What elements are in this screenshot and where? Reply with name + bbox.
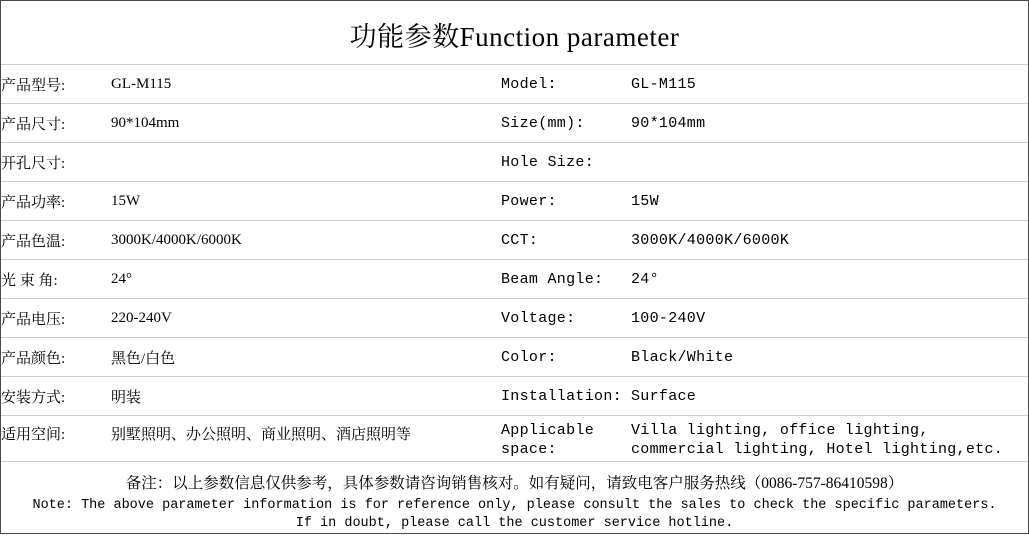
row-value-en: Villa lighting, office lighting, commercial lighting, Hotel lighting,etc. <box>631 422 1004 458</box>
row-label-cn: 产品颜色: <box>1 350 66 367</box>
row-value-en: 24° <box>631 270 659 288</box>
row-label-en: Installation: <box>501 387 622 405</box>
row-label-en: Voltage: <box>501 309 576 327</box>
row-value-cn <box>111 143 501 182</box>
table-row <box>1 338 1028 377</box>
row-label-cn: 安装方式: <box>1 389 66 406</box>
row-value-en: Surface <box>631 387 697 405</box>
row-value-cn: 黑色/白色 <box>111 350 176 367</box>
note-english <box>1 497 1028 539</box>
table-row <box>1 104 1028 143</box>
table-row <box>1 182 1028 221</box>
row-value-en: 15W <box>631 192 659 210</box>
row-label-en: Model: <box>501 75 557 93</box>
row-value-cn: 别墅照明、办公照明、商业照明、酒店照明等 <box>111 427 412 443</box>
row-value-cn: 24° <box>111 270 132 287</box>
row-value-en: 90*104mm <box>631 114 706 132</box>
table-row <box>1 299 1028 338</box>
row-value-en: Black/White <box>631 348 734 366</box>
row-value-cn: 15W <box>111 192 141 209</box>
table-row <box>1 416 1028 462</box>
row-value-cn: 90*104mm <box>111 114 180 131</box>
row-label-en: Beam Angle: <box>501 270 604 288</box>
row-label-cn: 光 束 角: <box>1 272 58 289</box>
row-value-cn: 明装 <box>111 389 142 406</box>
table-row <box>1 377 1028 416</box>
parameters-table <box>1 64 1028 461</box>
row-label-cn: 产品尺寸: <box>1 116 66 133</box>
row-label-en: Size(mm): <box>501 114 585 132</box>
row-label-en: Applicable space: <box>501 422 595 458</box>
row-label-cn: 产品功率: <box>1 194 66 211</box>
row-value-en <box>631 143 1028 182</box>
row-label-en: Power: <box>501 192 557 210</box>
row-label-en: Hole Size: <box>501 153 595 171</box>
row-value-en: 3000K/4000K/6000K <box>631 231 790 249</box>
row-value-cn: 3000K/4000K/6000K <box>111 231 242 248</box>
note-chinese: 备注：以上参数信息仅供参考，具体参数请咨询销售核对。如有疑问，请致电客户服务热线（0086-757-86410598） <box>1 461 1028 497</box>
table-row <box>1 143 1028 182</box>
row-label-cn: 产品电压: <box>1 311 66 328</box>
row-value-cn: GL-M115 <box>111 75 172 92</box>
row-value-en: 100-240V <box>631 309 706 327</box>
row-label-cn: 适用空间: <box>1 427 66 443</box>
row-label-en: CCT: <box>501 231 539 249</box>
row-label-cn: 产品色温: <box>1 233 66 250</box>
table-row <box>1 221 1028 260</box>
row-label-cn: 产品型号: <box>1 77 66 94</box>
row-label-cn: 开孔尺寸: <box>1 155 66 172</box>
table-row <box>1 260 1028 299</box>
row-label-en: Color: <box>501 348 557 366</box>
note-english-line-1: Note: The above parameter information is for reference only, please consult the sales to check the specific parameters. <box>32 498 997 513</box>
note-english-line-2: If in doubt, please call the customer service hotline. <box>295 516 734 532</box>
page-title: 功能参数Function parameter <box>349 22 680 52</box>
row-value-en: GL-M115 <box>631 75 697 93</box>
table-row <box>1 65 1028 104</box>
row-value-cn: 220-240V <box>111 309 172 326</box>
